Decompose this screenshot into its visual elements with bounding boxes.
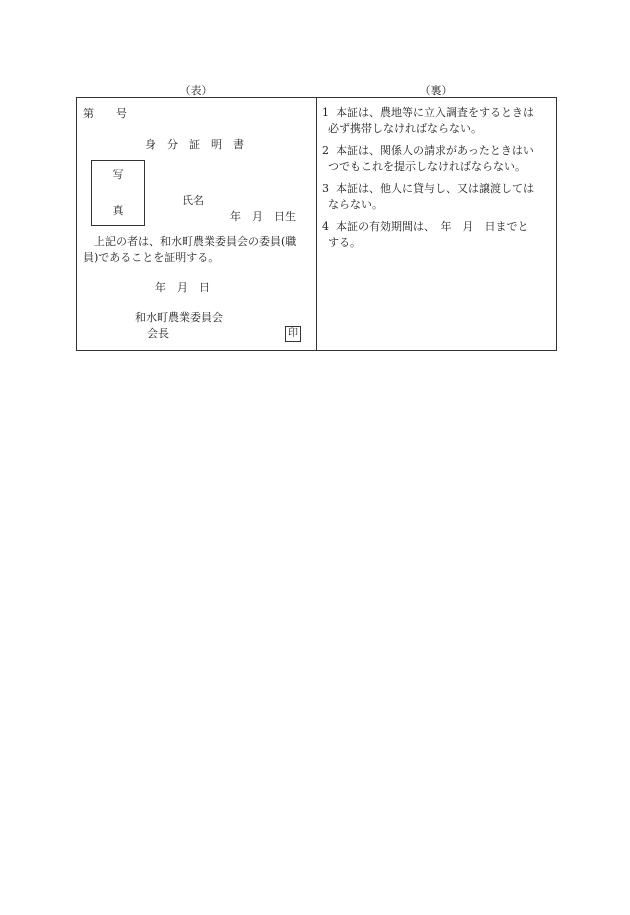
card-front (77, 98, 316, 350)
certification-line-1: 上記の者は、和水町農業委員会の委員(職 (94, 235, 297, 248)
back-side-heading: （裏） (419, 84, 453, 97)
note-text-continued: 必ず携帯しなければならない。 (328, 122, 482, 135)
note-text-continued: ならない。 (328, 198, 383, 211)
note-number: 3 (322, 182, 329, 195)
note-text: 本証は、関係人の請求があったときはい (336, 144, 534, 157)
name-label: 氏名 (182, 194, 204, 207)
front-side-heading: （表） (179, 84, 213, 97)
note-number: 1 (322, 106, 329, 119)
note-item-4 (322, 219, 554, 251)
organization-name: 和水町農業委員会 (135, 311, 223, 324)
note-number: 2 (322, 144, 329, 157)
issue-date-label: 年 月 日 (155, 281, 210, 294)
note-number: 4 (322, 220, 329, 233)
photo-label-bottom: 真 (112, 204, 124, 217)
chair-label: 会長 (147, 327, 169, 340)
number-label: 第 号 (83, 107, 127, 120)
birth-date-label: 年 月 日生 (230, 210, 296, 223)
note-text: 本証の有効期間は、 年 月 日までと (336, 220, 529, 233)
certification-line-2: 員)であることを証明する。 (83, 251, 220, 264)
note-item-2 (322, 143, 554, 175)
note-item-3 (322, 181, 554, 213)
id-card (76, 97, 557, 351)
note-item-1 (322, 105, 554, 137)
note-text: 本証は、他人に貸与し、又は譲渡しては (336, 182, 534, 195)
note-text-continued: する。 (328, 236, 361, 249)
photo-label-top: 写 (112, 168, 124, 181)
seal-stamp: 印 (285, 326, 301, 342)
card-title: 身 分 証 明 書 (145, 138, 244, 151)
note-text-continued: つでもこれを提示しなければならない。 (328, 160, 526, 173)
photo-box (91, 160, 145, 226)
notes-list (322, 105, 554, 257)
note-text: 本証は、農地等に立入調査をするときは (336, 106, 534, 119)
card-back (317, 98, 556, 350)
